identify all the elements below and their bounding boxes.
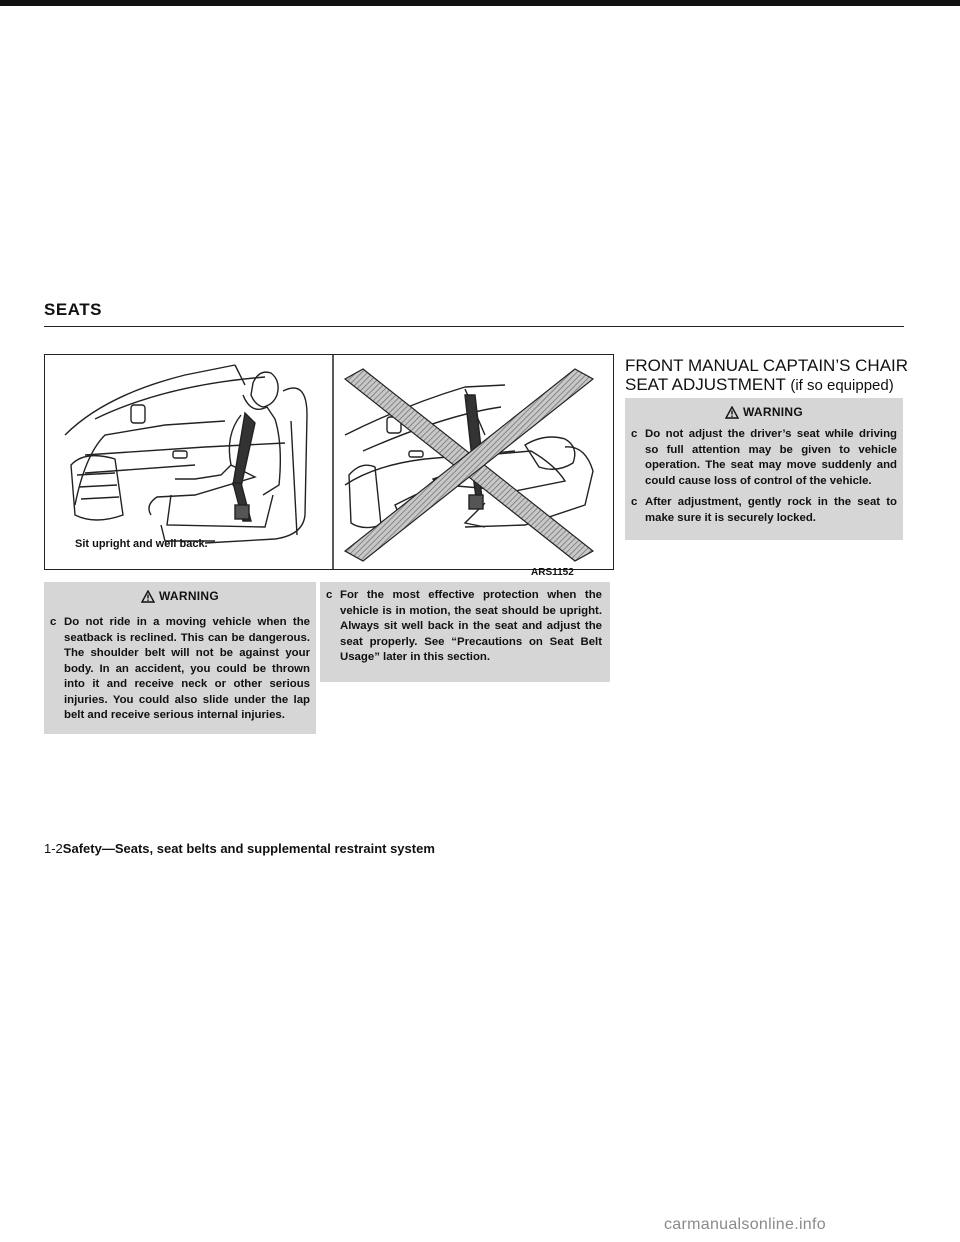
seat-illustration-drawing: [45, 355, 613, 569]
warning-triangle-icon: [141, 590, 155, 603]
warning-title-text: WARNING: [742, 405, 804, 419]
warning-box-upright: [320, 582, 610, 682]
warning-item: [625, 427, 897, 489]
subsection-title-line2: SEAT ADJUSTMENT: [625, 375, 786, 394]
warning-triangle-icon: [725, 406, 739, 419]
figure-caption: Sit upright and well back.: [75, 538, 208, 550]
warning-box-seat-adjust: [625, 398, 903, 540]
warning-title-text: WARNING: [158, 589, 220, 603]
top-rule: [0, 0, 960, 6]
warning-item-text: Do not ride in a moving vehicle when the seatback is reclined. This can be dangerous. The shoulder belt will not be against your body. In an accident, you could be thrown into it and receive neck or other serious injuries. You could also slide under the lap belt and receive serious internal injuries.: [64, 616, 310, 721]
warning-box-recline: [44, 582, 316, 734]
watermark-link[interactable]: carmanualsonline.info: [664, 1216, 826, 1233]
warning-title: [625, 405, 903, 419]
page-number: 1-2: [44, 841, 63, 856]
bullet-glyph: c: [50, 616, 57, 628]
warning-item: [320, 588, 602, 666]
section-heading: SEATS: [44, 300, 102, 319]
subsection-title: [625, 356, 915, 395]
warning-item-text: For the most effective protection when the vehicle is in motion, the seat should be upright. Always sit well back in the seat and adjust the seat properly. See “Precautions on Seat Belt Usage” later in this section.: [340, 589, 602, 663]
warning-item-text: Do not adjust the driver’s seat while driving so full attention may be given to vehicle operation. The seat may move suddenly and could cause loss of control of the vehicle.: [645, 428, 897, 487]
bullet-glyph: c: [631, 496, 638, 508]
figure-code: ARS1152: [531, 567, 574, 578]
subsection-title-suffix: (if so equipped): [790, 377, 894, 394]
warning-item: [44, 615, 310, 724]
section-divider: [44, 326, 904, 327]
warning-title: [44, 589, 316, 603]
warning-item-text: After adjustment, gently rock in the seat to make sure it is securely locked.: [645, 496, 897, 524]
subsection-title-line1: FRONT MANUAL CAPTAIN’S CHAIR: [625, 356, 909, 375]
page-footer: [44, 841, 435, 856]
chapter-title: Safety—Seats, seat belts and supplemental restraint system: [62, 841, 435, 856]
bullet-glyph: c: [326, 589, 333, 601]
seat-posture-illustration: [44, 354, 614, 570]
warning-item: [625, 495, 897, 526]
bullet-glyph: c: [631, 428, 638, 440]
